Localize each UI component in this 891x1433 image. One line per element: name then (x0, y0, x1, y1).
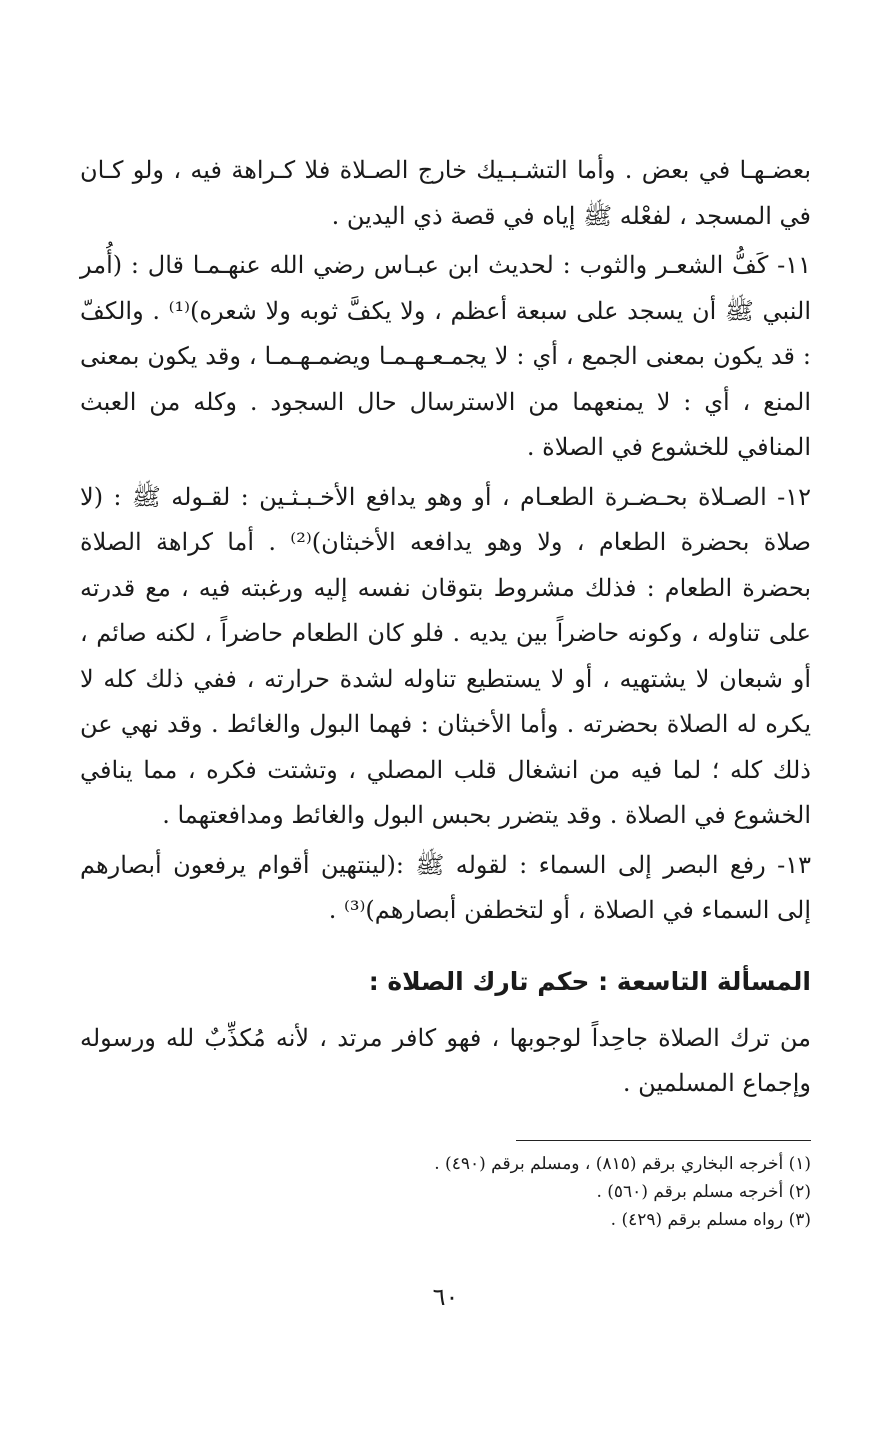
paragraph-item-12: ١٢- الصـلاة بحـضـرة الطعـام ، أو وهو يدافع الأخـبـثـين : لقـوله ﷺ : (لا صلاة بحضرة الطعام ، ولا وهو يدافعه الأخبثان)⁽²⁾ . أما كراهة الصلاة بحضرة الطعام : فذلك مشروط بتوقان نفسه إليه ورغبته فيه ، مع قدرته على تناوله ، وكونه حاضراً بين يديه . فلو كان الطعام حاضراً ، لكنه صائم ، أو شبعان لا يشتهيه ، أو لا يستطيع تناوله لشدة حرارته ، ففي ذلك كله لا يكره له الصلاة بحضرته . وأما الأخبثان : فهما البول والغائط . وقد نهي عن ذلك كله ؛ لما فيه من انشغال قلب المصلي ، وتشتت فكره ، مما ينافي الخشوع في الصلاة . وقد يتضرر بحبس البول والغائط ومدافعتهما . (80, 482, 812, 829)
page-number: ٦٠ (432, 1283, 459, 1311)
footnote-1: (١) أخرجه البخاري برقم (٨١٥) ، ومسلم برقم (٤٩٠) . (434, 1154, 811, 1174)
paragraph-item-11: ١١- كَفُّ الشعـر والثوب : لحديث ابن عبـاس رضي الله عنهـمـا قال : (أُمر النبي ﷺ أن يسجد على سبعة أعظم ، ولا يكفَّ ثوبه ولا شعره)⁽¹⁾ . والكفّ : قد يكون بمعنى الجمع ، أي : لا يجمـعـهـمـا ويضمـهـمـا ، وقد يكون بمعنى المنع ، أي : لا يمنعهما من الاسترسال حال السجود . وكله من العبث المنافي للخشوع في الصلاة . (80, 251, 812, 461)
footnotes (80, 1150, 811, 1234)
footnote-3: (٣) رواه مسلم برقم (٤٢٩) . (610, 1210, 811, 1230)
footnote-2: (٢) أخرجه مسلم برقم (٥٦٠) . (596, 1182, 811, 1202)
footnote-divider (516, 1140, 811, 1141)
section-heading: المسألة التاسعة : حكم تارك الصلاة : (368, 966, 811, 996)
page-body (80, 148, 811, 1107)
paragraph-item-13: ١٣- رفع البصر إلى السماء : لقوله ﷺ :(لينتهين أقوام يرفعون أبصارهم إلى السماء في الصلاة ، أو لتخطفن أبصارهم)⁽³⁾ . (80, 850, 811, 924)
paragraph-continuation: بعضـهـا في بعض . وأما التشـبـيك خارج الصـلاة فلا كـراهة فيه ، ولو كـان في المسجد ، لفعْله ﷺ إياه في قصة ذي اليدين . (80, 156, 811, 230)
paragraph-ruling: من ترك الصلاة جاحِداً لوجوبها ، فهو كافر مرتد ، لأنه مُكذِّبٌ لله ورسوله وإجماع المسلمين . (80, 1023, 811, 1097)
